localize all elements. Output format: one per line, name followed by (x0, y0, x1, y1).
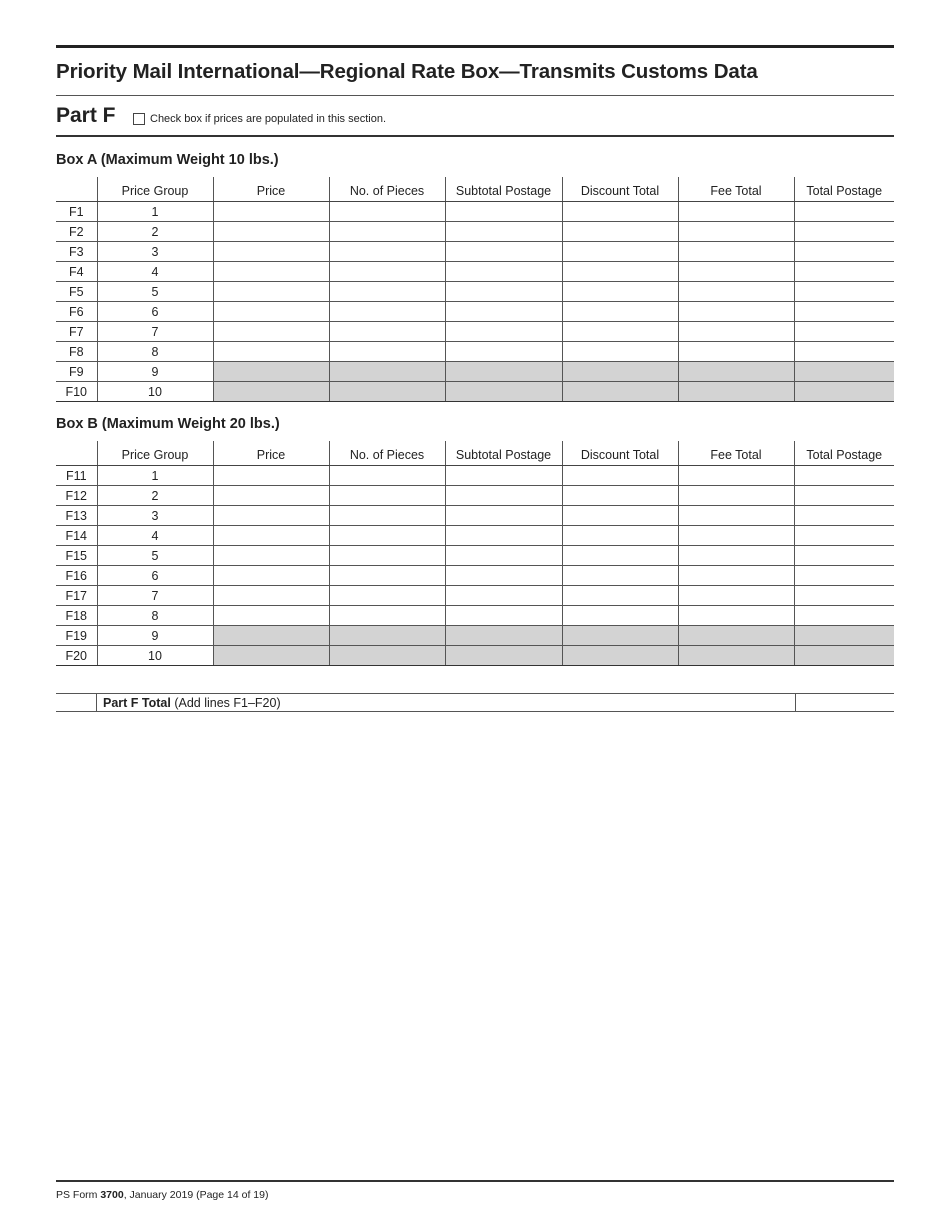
discount-total-field[interactable] (562, 606, 678, 626)
fee-total-field[interactable] (678, 262, 794, 282)
discount-total-field (562, 382, 678, 402)
table-row (56, 566, 894, 586)
price-group: 7 (97, 322, 213, 342)
table-row (56, 626, 894, 646)
table-row (56, 382, 894, 402)
line-number: F3 (56, 242, 97, 262)
price-field (213, 382, 329, 402)
page-title: Priority Mail International—Regional Rate Box—Transmits Customs Data (56, 60, 758, 83)
part-label: Part F (56, 104, 116, 127)
subtotal-postage-field[interactable] (445, 322, 562, 342)
price-group: 4 (97, 526, 213, 546)
total-postage-field (794, 626, 894, 646)
total-postage-field[interactable] (794, 302, 894, 322)
line-number: F9 (56, 362, 97, 382)
subtotal-postage-field[interactable] (445, 606, 562, 626)
table-row (56, 466, 894, 486)
price-group: 3 (97, 506, 213, 526)
price-field[interactable] (213, 322, 329, 342)
price-field (213, 626, 329, 646)
subtotal-postage-field (445, 626, 562, 646)
discount-total-field[interactable] (562, 342, 678, 362)
line-number: F8 (56, 342, 97, 362)
line-number: F20 (56, 646, 97, 666)
subtotal-postage-field[interactable] (445, 546, 562, 566)
discount-total-field[interactable] (562, 222, 678, 242)
checkbox-note: Check box if prices are populated in this section. (150, 113, 387, 125)
fee-total-field[interactable] (678, 506, 794, 526)
price-group: 2 (97, 486, 213, 506)
footer-rule (56, 1180, 894, 1182)
discount-total-field[interactable] (562, 566, 678, 586)
price-field (213, 362, 329, 382)
discount-total-field[interactable] (562, 546, 678, 566)
price-field[interactable] (213, 242, 329, 262)
subtotal-postage-field[interactable] (445, 586, 562, 606)
column-header: Subtotal Postage (445, 177, 562, 202)
table-row (56, 242, 894, 262)
subtotal-postage-field[interactable] (445, 506, 562, 526)
price-field (213, 646, 329, 666)
price-group: 4 (97, 262, 213, 282)
total-postage-field[interactable] (794, 546, 894, 566)
price-field[interactable] (213, 526, 329, 546)
column-header: Total Postage (794, 177, 894, 202)
price-field[interactable] (213, 282, 329, 302)
total-postage-field (794, 362, 894, 382)
discount-total-field[interactable] (562, 506, 678, 526)
table-row (56, 586, 894, 606)
subtotal-postage-field (445, 646, 562, 666)
total-postage-field[interactable] (794, 566, 894, 586)
price-field[interactable] (213, 202, 329, 222)
pieces-field[interactable] (329, 262, 445, 282)
column-header (56, 177, 97, 202)
subtotal-postage-field[interactable] (445, 342, 562, 362)
price-group: 3 (97, 242, 213, 262)
line-number: F6 (56, 302, 97, 322)
pieces-field (329, 382, 445, 402)
price-group: 7 (97, 586, 213, 606)
total-postage-field[interactable] (794, 486, 894, 506)
table-row (56, 506, 894, 526)
fee-total-field (678, 382, 794, 402)
subtotal-postage-field[interactable] (445, 202, 562, 222)
pieces-field[interactable] (329, 222, 445, 242)
box-b-table (56, 441, 894, 666)
fee-total-field[interactable] (678, 342, 794, 362)
line-number: F10 (56, 382, 97, 402)
price-group: 6 (97, 566, 213, 586)
pieces-field (329, 626, 445, 646)
total-postage-field[interactable] (794, 262, 894, 282)
price-field[interactable] (213, 586, 329, 606)
price-group: 6 (97, 302, 213, 322)
column-header: No. of Pieces (329, 177, 445, 202)
table-row (56, 202, 894, 222)
pieces-field (329, 646, 445, 666)
box-b-title: Box B (Maximum Weight 20 lbs.) (56, 416, 280, 432)
subtotal-postage-field (445, 362, 562, 382)
pieces-field[interactable] (329, 282, 445, 302)
price-field[interactable] (213, 302, 329, 322)
price-group: 8 (97, 606, 213, 626)
pieces-field[interactable] (329, 526, 445, 546)
column-header: Price (213, 441, 329, 466)
discount-total-field[interactable] (562, 242, 678, 262)
column-header: Price Group (97, 441, 213, 466)
table-row (56, 322, 894, 342)
box-a-title: Box A (Maximum Weight 10 lbs.) (56, 152, 279, 168)
fee-total-field[interactable] (678, 302, 794, 322)
discount-total-field[interactable] (562, 262, 678, 282)
part-divider (56, 135, 894, 137)
total-postage-field[interactable] (794, 222, 894, 242)
total-postage-field[interactable] (794, 202, 894, 222)
line-number: F18 (56, 606, 97, 626)
discount-total-field[interactable] (562, 486, 678, 506)
pieces-field[interactable] (329, 302, 445, 322)
table-row (56, 486, 894, 506)
line-number: F16 (56, 566, 97, 586)
subtotal-postage-field[interactable] (445, 526, 562, 546)
discount-total-field (562, 646, 678, 666)
fee-total-field[interactable] (678, 202, 794, 222)
fee-total-field (678, 362, 794, 382)
part-f-total-field[interactable] (795, 693, 895, 712)
pieces-field (329, 362, 445, 382)
pieces-field[interactable] (329, 202, 445, 222)
fee-total-field[interactable] (678, 282, 794, 302)
line-number: F13 (56, 506, 97, 526)
price-group: 5 (97, 546, 213, 566)
title-divider (56, 95, 894, 96)
price-field[interactable] (213, 566, 329, 586)
fee-total-field[interactable] (678, 486, 794, 506)
line-number: F4 (56, 262, 97, 282)
price-group: 10 (97, 646, 213, 666)
fee-total-field[interactable] (678, 242, 794, 262)
fee-total-field[interactable] (678, 322, 794, 342)
header-row (56, 441, 894, 466)
table-row (56, 302, 894, 322)
price-group: 1 (97, 202, 213, 222)
part-f-total-row (56, 693, 894, 712)
fee-total-field[interactable] (678, 586, 794, 606)
price-field[interactable] (213, 606, 329, 626)
pieces-field[interactable] (329, 586, 445, 606)
column-header: Price Group (97, 177, 213, 202)
discount-total-field[interactable] (562, 586, 678, 606)
total-postage-field[interactable] (794, 282, 894, 302)
line-number: F15 (56, 546, 97, 566)
discount-total-field (562, 362, 678, 382)
fee-total-field[interactable] (678, 606, 794, 626)
pieces-field[interactable] (329, 506, 445, 526)
box-a-table (56, 177, 894, 402)
fee-total-field (678, 646, 794, 666)
line-number: F1 (56, 202, 97, 222)
total-postage-field[interactable] (794, 466, 894, 486)
column-header: Fee Total (678, 177, 794, 202)
discount-total-field (562, 626, 678, 646)
pieces-field[interactable] (329, 486, 445, 506)
column-header: Subtotal Postage (445, 441, 562, 466)
line-number: F14 (56, 526, 97, 546)
price-group: 5 (97, 282, 213, 302)
subtotal-postage-field[interactable] (445, 302, 562, 322)
column-header: Discount Total (562, 441, 678, 466)
fee-total-field[interactable] (678, 222, 794, 242)
column-header: Total Postage (794, 441, 894, 466)
price-field[interactable] (213, 506, 329, 526)
subtotal-postage-field (445, 382, 562, 402)
line-number: F19 (56, 626, 97, 646)
pieces-field[interactable] (329, 342, 445, 362)
price-field[interactable] (213, 222, 329, 242)
subtotal-postage-field[interactable] (445, 282, 562, 302)
header-row (56, 177, 894, 202)
subtotal-postage-field[interactable] (445, 262, 562, 282)
discount-total-field[interactable] (562, 202, 678, 222)
fee-total-field[interactable] (678, 466, 794, 486)
fee-total-field[interactable] (678, 546, 794, 566)
line-number: F7 (56, 322, 97, 342)
prices-populated-checkbox[interactable] (133, 113, 145, 125)
table-row (56, 222, 894, 242)
part-f-total-label: Part F Total (Add lines F1–F20) (103, 696, 281, 710)
subtotal-postage-field[interactable] (445, 566, 562, 586)
total-postage-field[interactable] (794, 322, 894, 342)
price-group: 9 (97, 362, 213, 382)
price-group: 2 (97, 222, 213, 242)
total-postage-field[interactable] (794, 586, 894, 606)
price-field[interactable] (213, 262, 329, 282)
pieces-field[interactable] (329, 242, 445, 262)
pieces-field[interactable] (329, 606, 445, 626)
price-group: 1 (97, 466, 213, 486)
table-row (56, 342, 894, 362)
table-row (56, 262, 894, 282)
discount-total-field[interactable] (562, 466, 678, 486)
pieces-field[interactable] (329, 566, 445, 586)
form-footer: PS Form 3700, January 2019 (Page 14 of 19) (56, 1189, 269, 1201)
fee-total-field (678, 626, 794, 646)
table-row (56, 526, 894, 546)
pieces-field[interactable] (329, 466, 445, 486)
discount-total-field[interactable] (562, 526, 678, 546)
total-postage-field[interactable] (794, 506, 894, 526)
price-group: 10 (97, 382, 213, 402)
table-row (56, 362, 894, 382)
table-row (56, 546, 894, 566)
subtotal-postage-field[interactable] (445, 242, 562, 262)
line-number: F2 (56, 222, 97, 242)
table-row (56, 646, 894, 666)
price-field[interactable] (213, 486, 329, 506)
pieces-field[interactable] (329, 546, 445, 566)
column-header (56, 441, 97, 466)
column-header: No. of Pieces (329, 441, 445, 466)
top-rule (56, 45, 894, 48)
total-postage-field[interactable] (794, 342, 894, 362)
column-header: Price (213, 177, 329, 202)
line-number: F12 (56, 486, 97, 506)
table-row (56, 282, 894, 302)
column-header: Fee Total (678, 441, 794, 466)
total-postage-field (794, 382, 894, 402)
column-header: Discount Total (562, 177, 678, 202)
total-postage-field[interactable] (794, 526, 894, 546)
price-field[interactable] (213, 342, 329, 362)
price-field[interactable] (213, 466, 329, 486)
discount-total-field[interactable] (562, 322, 678, 342)
total-postage-field[interactable] (794, 242, 894, 262)
discount-total-field[interactable] (562, 302, 678, 322)
line-number: F11 (56, 466, 97, 486)
table-row (56, 606, 894, 626)
price-group: 8 (97, 342, 213, 362)
pieces-field[interactable] (329, 322, 445, 342)
fee-total-field[interactable] (678, 526, 794, 546)
price-field[interactable] (213, 546, 329, 566)
total-postage-field[interactable] (794, 606, 894, 626)
discount-total-field[interactable] (562, 282, 678, 302)
price-group: 9 (97, 626, 213, 646)
total-postage-field (794, 646, 894, 666)
subtotal-postage-field[interactable] (445, 222, 562, 242)
subtotal-postage-field[interactable] (445, 486, 562, 506)
line-number: F17 (56, 586, 97, 606)
subtotal-postage-field[interactable] (445, 466, 562, 486)
line-number: F5 (56, 282, 97, 302)
fee-total-field[interactable] (678, 566, 794, 586)
